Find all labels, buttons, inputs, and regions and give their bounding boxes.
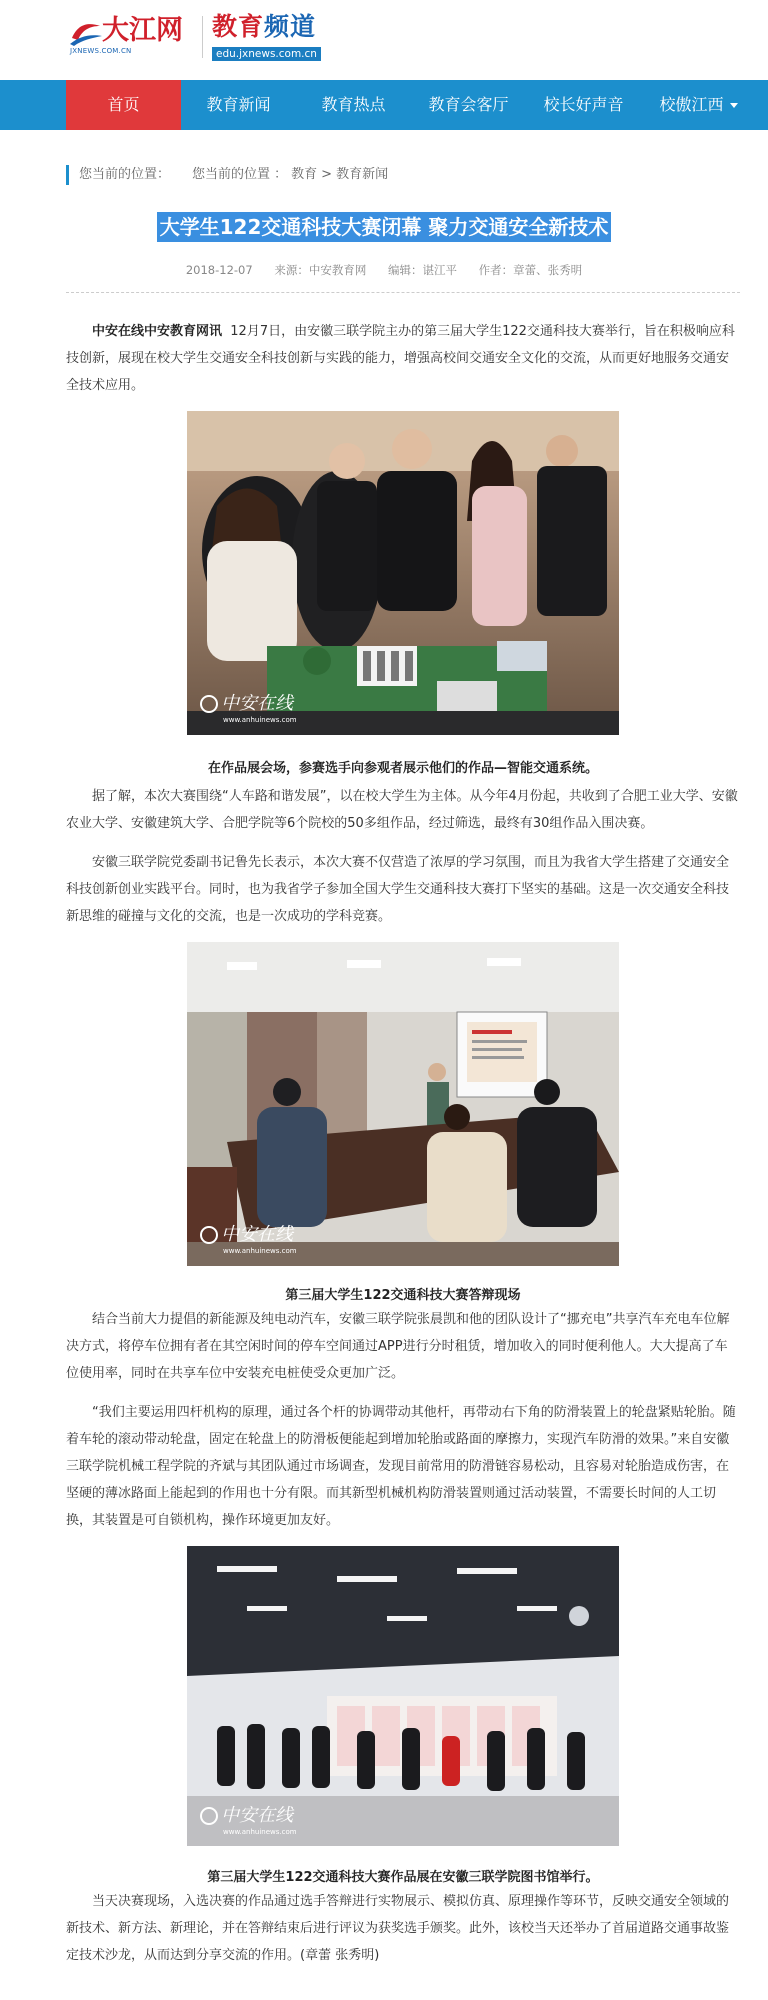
nav-item-jiangxi-dropdown[interactable] (641, 80, 756, 130)
article-editor: 编辑：谌江平 (388, 263, 457, 277)
photo-exhibition-image (187, 411, 619, 735)
nav-item-jiangxi-label: 校傲江西 (659, 95, 724, 114)
article-date: 2018-12-07 (185, 263, 253, 277)
paragraph-2: 据了解，本次大赛围绕“人车路和谐发展”，以在校大学生为主体。从今年4月份起，共收到了合肥工业大学、安徽农业大学、安徽建筑大学、合肥学院等6个院校的50多组作品，经过筛选，最终有30组作品入围决赛。 (66, 789, 738, 831)
paragraph-3: 安徽三联学院党委副书记鲁先长表示，本次大赛不仅营造了浓厚的学习氛围，而且为我省大学生搭建了交通安全科技创新创业实践平台。同时，也为我省学子参加全国大学生交通科技大赛打下坚实的基础。这是一次交通安全科技新思维的碰撞与文化的交流，也是一次成功的学科竞赛。 (66, 855, 730, 924)
article-title: 大学生122交通科技大赛闭幕 聚力交通安全新技术 (157, 212, 612, 242)
watermark-url-3: www.anhuinews.com (223, 1828, 297, 1836)
lead-source: 中安在线中安教育网讯 (92, 324, 223, 339)
watermark-url-2: www.anhuinews.com (223, 1247, 297, 1255)
paragraph-4: 结合当前大力提倡的新能源及纯电动汽车，安徽三联学院张晨凯和他的团队设计了“挪充电”共享汽车充电车位解决方式，将停车位拥有者在其空闲时间的停车空间通过APP进行分时租赁，增加收入的同时便利他人。大大提高了车位使用率，同时在共享车位中安装充电桩使受众更加广泛。 (66, 1312, 730, 1381)
chevron-down-icon (730, 103, 738, 108)
article-author: 作者：章蕾、张秀明 (478, 263, 583, 277)
caption-2: 第三届大学生122交通科技大赛答辩现场 (285, 1288, 521, 1303)
nav-item-education-lounge[interactable]: 教育会客厅 (428, 95, 509, 114)
article-body (66, 318, 740, 1981)
watermark-text-2: 中安在线 (221, 1224, 293, 1245)
breadcrumb (66, 165, 392, 185)
photo-showcase (187, 1546, 619, 1846)
photo-exhibition (187, 411, 619, 735)
article-source: 来源：中安教育网 (274, 263, 367, 277)
edu-channel-logo[interactable] (212, 12, 327, 62)
caption-3: 第三届大学生122交通科技大赛作品展在安徽三联学院图书馆举行。 (207, 1870, 599, 1885)
article-meta (0, 262, 768, 278)
watermark-url-1: www.anhuinews.com (223, 716, 297, 724)
photo-defense (187, 942, 619, 1266)
breadcrumb-link-education-news[interactable]: 教育新闻 (336, 167, 389, 182)
edu-logo-part1: 教育 (212, 12, 265, 41)
caption-1: 在作品展会场，参赛选手向参观者展示他们的作品—智能交通系统。 (207, 761, 598, 776)
watermark-text-1: 中安在线 (221, 693, 293, 714)
nav-item-principal-voice[interactable]: 校长好声音 (543, 95, 624, 114)
breadcrumb-current-label: 您当前的位置 ： (192, 167, 288, 182)
dajiang-logo-text: 大江网 (102, 15, 183, 46)
site-header (0, 0, 768, 80)
edu-logo-part2: 频道 (264, 12, 317, 41)
watermark-text-3: 中安在线 (221, 1805, 293, 1826)
dajiang-logo[interactable] (70, 14, 196, 60)
nav-item-education-news[interactable]: 教育新闻 (206, 95, 271, 114)
nav-item-home[interactable]: 首页 (66, 80, 181, 130)
paragraph-6: 当天决赛现场，入选决赛的作品通过选手答辩进行实物展示、模拟仿真、原理操作等环节，反映交通安全领域的新技术、新方法、新理论，并在答辩结束后进行评议为获奖选手颁奖。此外，该校当天还举办了首届道路交通事故鉴定技术沙龙，从而达到分享交流的作用。(章蕾 张秀明) (66, 1894, 730, 1963)
paragraph-5: “我们主要运用四杆机构的原理，通过各个杆的协调带动其他杆，再带动右下角的防滑装置上的轮盘紧贴轮胎。随着车轮的滚动带动轮盘，固定在轮盘上的防滑板便能起到增加轮胎或路面的摩擦力，实现汽车防滑的效果。”来自安徽三联学院机械工程学院的齐斌与其团队通过市场调查，发现目前常用的防滑链容易松动，且容易对轮胎造成伤害，在坚硬的薄冰路面上能起到的作用也十分有限。而其新型机械机构防滑装置则通过活动装置，不需要长时间的人工切换，其装置是可自锁机构，操作环境更加友好。 (66, 1405, 736, 1528)
breadcrumb-prefix: 您当前的位置： (79, 167, 171, 182)
nav-item-education-hot[interactable]: 教育热点 (321, 95, 386, 114)
article-title-wrap (0, 212, 768, 242)
logo-divider (202, 16, 203, 58)
paragraph-1-text: 12月7日，由安徽三联学院主办的第三届大学生122交通科技大赛举行，旨在积极响应科技创新，展现在校大学生交通安全科技创新与实践的能力，增强高校间交通安全文化的交流，从而更好地服务交通安全技术应用。 (66, 324, 735, 393)
dajiang-wave-icon (70, 18, 102, 46)
paragraph-1 (66, 318, 740, 399)
breadcrumb-separator: > (321, 167, 333, 182)
dajiang-logo-url: JXNEWS.COM.CN (70, 47, 132, 55)
edu-logo-url: edu.jxnews.com.cn (212, 47, 321, 61)
meta-divider (66, 292, 740, 293)
photo-showcase-image (187, 1546, 619, 1846)
main-nav (0, 80, 768, 130)
photo-defense-image (187, 942, 619, 1266)
breadcrumb-link-education[interactable]: 教育 (291, 167, 318, 182)
